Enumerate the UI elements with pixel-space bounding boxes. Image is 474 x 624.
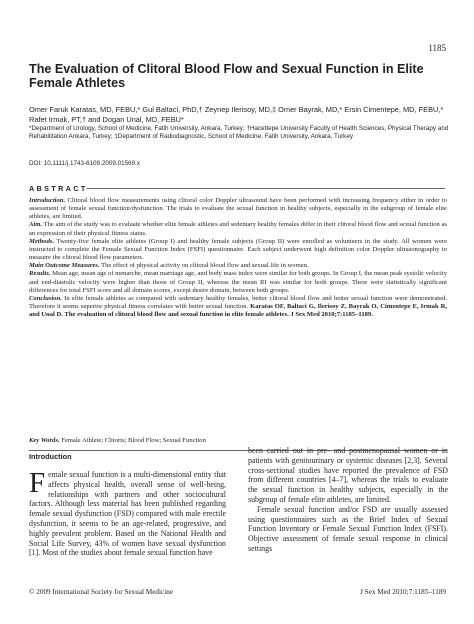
abstract-outcome: [29, 262, 447, 270]
author-list: Omer Faruk Karatas, MD, FEBU,* Gul Baltaci, PhD,† Zeynep Ilerisoy, MD,‡ Omer Bayrak, MD,* Ersin Cimentepe, MD, FEBU,* Rafet Irmak, PT,† and Dogan Unal, MD, FEBU*: [29, 105, 444, 124]
intro-column-left: [29, 467, 226, 558]
keywords: [29, 437, 447, 444]
keywords-text: Female Athlete; Clitoris; Blood Flow; Sexual Function: [61, 437, 206, 444]
section-label: Aim.: [29, 221, 43, 229]
abstract-conclusion: [29, 295, 447, 319]
intro-paragraph: Female sexual function and/or FSD are usually assessed using questionnaires such as the Brief Index of Sexual Function Inventory or Female Sexual Function Index (FSFI). Objective assessment of female sexual response in clinical settings: [248, 504, 448, 553]
drop-cap: F: [29, 467, 46, 499]
affiliations: *Department of Urology, School of Medicine, Fatih University, Ankara, Turkey; †Hacettepe University Faculty of Health Sciences, Physical Therapy and Rehabilitation Ankara, Turkey; ‡Department of Radiodiagnostic, School of Medicine, Fatih University, Ankara, Turkey: [29, 125, 449, 141]
article-title: The Evaluation of Clitoral Blood Flow and Sexual Function in Elite Female Athletes: [29, 62, 424, 90]
section-text: Clitoral blood flow measurements using clitoral color Doppler ultrasound have been performed with increasing frequency either in order to assessment of female sexual function/dysfunction. The trials to evaluate the sexual function in healthy subjects, especially in the subgroup of female elite athletes, are limited.: [29, 197, 448, 221]
intro-column-right: [248, 446, 448, 554]
abstract-aim: [29, 221, 447, 237]
section-text: Twenty-five female elite athletes (Group I) and healthy female subjects (Group II) were enrolled as volunteers in the study. All women were instructed to complete the Female Sexual Function Index (FSFI) questionnaire. Each subject underwent high definition color Doppler ultrasonography to measure the clitoral blood flow parameters.: [29, 237, 447, 262]
abstract-methods: [29, 238, 447, 262]
section-label: Main Outcome Measures.: [29, 262, 100, 270]
copyright-footer: © 2009 International Society for Sexual Medicine: [29, 588, 173, 596]
section-label: Introduction.: [29, 197, 66, 204]
intro-paragraph: emale sexual function is a multi-dimensional entity that affects physical health, overall sense of well-being, relationships with partners and other sociocultural factors. Although less material has been published regarding female sexual dysfunction (FSD) compared with male erectile dysfunction, it seems to be an age-related, progressive, and highly prevalent problem. Based on the National Health and Social Life Survey, 43% of women have sexual dysfunction [1]. Most of the studies about female sexual function have: [29, 470, 226, 558]
abstract-introduction: [29, 197, 447, 221]
keywords-label: Key Words.: [29, 437, 60, 444]
journal-footer: J Sex Med 2010;7:1185–1189: [360, 588, 446, 596]
section-label: Results.: [29, 270, 51, 278]
abstract-results: [29, 270, 447, 294]
section-text: The effect of physical activity on clitoral blood flow and sexual life in women.: [101, 262, 309, 270]
doi: DOI: 10.1111/j.1743-6109.2009.01569.x: [29, 160, 140, 167]
introduction-heading: Introduction: [29, 452, 72, 461]
page-number: 1185: [428, 43, 446, 53]
section-text: The aim of the study was to evaluate whether elite female athletes and sedentary healthy females differ in their clitoral blood flow and sexual function as an expression of their physical fitness status.: [29, 221, 447, 237]
abstract-body: [29, 197, 447, 319]
intro-paragraph: been carried out in pre- and postmenopausal women or in patients with genitourinary or systemic diseases [2,3]. Several cross-sectional studies have reported the prevalence of FSD from different countries [4–7], whereas the trials to evaluate the sexual function in healthy subjects, especially in the subgroup of female elite athletes, are limited.: [248, 446, 448, 504]
section-text: In elite female athletes as compared with sedentary healthy females, better clitoral blood flow and better sexual function were demonstrated. Therefore it seems superior physical fitness correlates with better sexual function.: [29, 294, 447, 311]
abstract-divider: [87, 188, 445, 189]
citation: Karatas OF, Baltaci G, Ilerisoy Z, Bayrak O, Cimentepe E, Irmak R, and Unal D. The evaluation of clitoral blood flow and sexual function in elite female athletes. J Sex Med 2010;7:1185–1189.: [29, 303, 447, 319]
section-label: Methods.: [29, 237, 55, 245]
section-text: Mean age, mean age of menarche, mean marriage age, and body mass index were similar for both groups. In Group I, the mean peak systolic velocity and end-diastolic velocity were higher than those of Group II, whereas the mean RI was similar for both groups. There were statistically significant differences for total FSFI score and all domain scores, except desire domain, between both groups.: [29, 270, 447, 294]
section-label: Conclusion.: [29, 294, 62, 302]
abstract-heading: ABSTRACT: [29, 184, 88, 193]
